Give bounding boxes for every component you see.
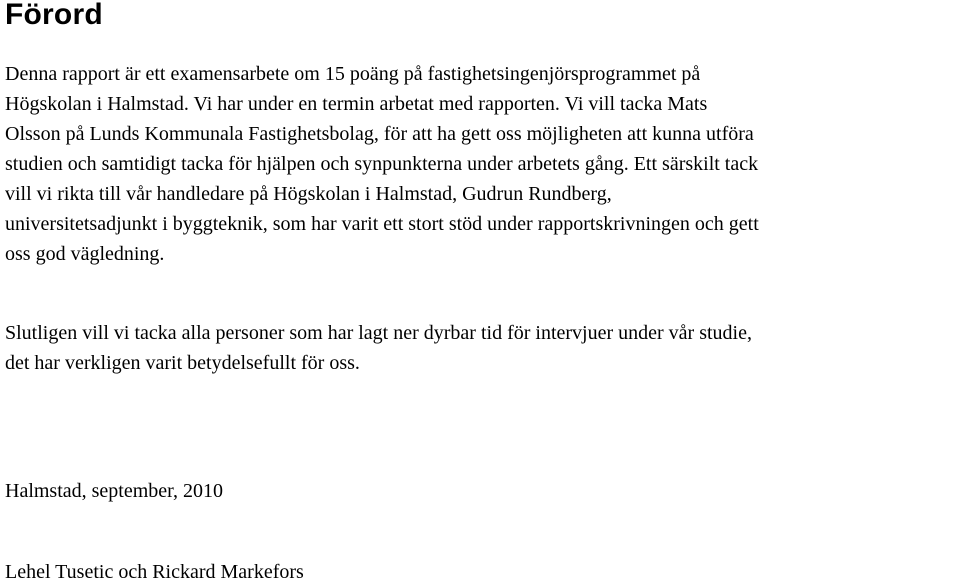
- document-page: [5, 0, 957, 583]
- paragraph-line: oss god vägledning.: [5, 243, 165, 265]
- paragraph-line: Högskolan i Halmstad. Vi har under en termin arbetat med rapporten. Vi vill tacka Mats: [5, 93, 708, 115]
- paragraph-line: Slutligen vill vi tacka alla personer som har lagt ner dyrbar tid för intervjuer under vår studie,: [5, 322, 752, 344]
- foreword-paragraph-1: [5, 59, 957, 269]
- paragraph-line: Olsson på Lunds Kommunala Fastighetsbolag, för att ha gett oss möjligheten att kunna utföra: [5, 123, 754, 145]
- authors-signature: Lehel Tusetic och Rickard Markefors: [5, 561, 304, 583]
- paragraph-line: det har verkligen varit betydelsefullt för oss.: [5, 352, 360, 374]
- place-and-date: Halmstad, september, 2010: [5, 480, 224, 502]
- paragraph-line: studien och samtidigt tacka för hjälpen och synpunkterna under arbetets gång. Ett särskilt tack: [5, 153, 759, 175]
- paragraph-line: Denna rapport är ett examensarbete om 15 poäng på fastighetsingenjörsprogrammet på: [5, 63, 701, 85]
- foreword-paragraph-2: [5, 318, 957, 378]
- paragraph-line: universitetsadjunkt i byggteknik, som har varit ett stort stöd under rapportskrivningen och gett: [5, 213, 759, 235]
- paragraph-line: vill vi rikta till vår handledare på Högskolan i Halmstad, Gudrun Rundberg,: [5, 183, 612, 205]
- page-title: Förord: [5, 0, 103, 31]
